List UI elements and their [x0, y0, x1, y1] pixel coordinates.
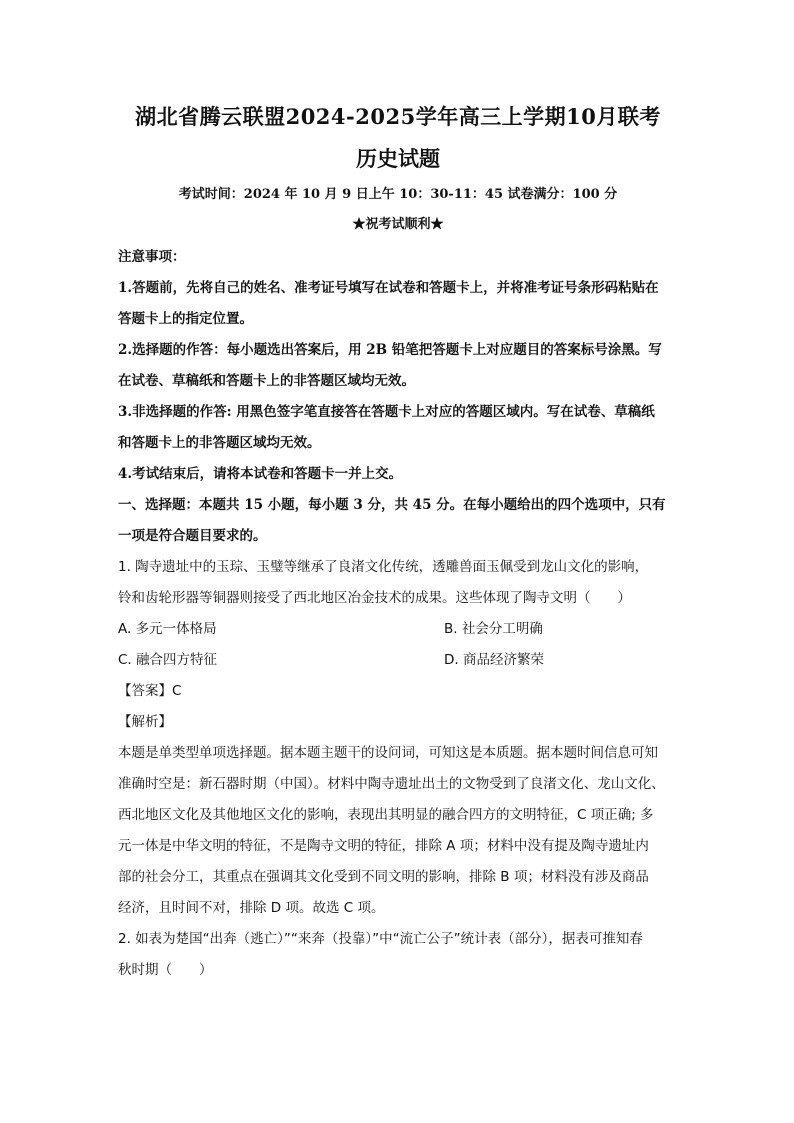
section-heading: [118, 490, 678, 552]
analysis-heading: 【解析】: [118, 714, 172, 730]
analysis-line: 本题是单类型单项选择题。据本题主题干的设问词，可知这是本质题。据本题时间信息可知: [118, 745, 658, 761]
option-d: D. 商品经济繁荣: [444, 652, 544, 668]
wish-line: ★祝考试顺利★: [352, 217, 444, 232]
option-c: C. 融合四方特征: [118, 652, 218, 668]
question-stem-line: 2. 如表为楚国“出奔（逃亡）”“来奔（投靠）”中“流亡公子”统计表（部分），据表可推知春: [118, 931, 643, 947]
page-subtitle: 历史试题: [356, 146, 440, 171]
exam-info: 考试时间：2024 年 10 月 9 日上午 10：30-11：45 试卷满分：100 分: [178, 187, 618, 202]
option-a: A. 多元一体格局: [118, 621, 217, 637]
option-b: B. 社会分工明确: [444, 621, 543, 637]
question-2: [118, 924, 678, 986]
notes-section: [118, 242, 678, 490]
notes-line: 1.答题前，先将自己的姓名、准考证号填写在试卷和答题卡上，并将准考证号条形码粘贴在: [118, 280, 659, 296]
notes-line: 和答题卡上的非答题区域均无效。: [118, 435, 321, 451]
analysis-line: 部的社会分工，其重点在强调其文化受到不同文明的影响，排除 B 项；材料没有涉及商品: [118, 869, 649, 885]
notes-line: 在试卷、草稿纸和答题卡上的非答题区域均无效。: [118, 373, 415, 389]
page-title: 湖北省腾云联盟2024-2025学年高三上学期10月联考: [135, 104, 661, 129]
analysis-line: 准确时空是：新石器时期（中国）。材料中陶寺遗址出土的文物受到了良渚文化、龙山文化、: [118, 776, 665, 792]
exam-page: [118, 100, 678, 986]
question-stem-line: 秋时期（ ）: [118, 962, 213, 978]
options-grid: [118, 614, 678, 676]
question-stem-line: 1. 陶寺遗址中的玉琮、玉璧等继承了良渚文化传统，透雕兽面玉佩受到龙山文化的影响，: [118, 559, 649, 575]
question-1: [118, 552, 678, 924]
notes-line: 答题卡上的指定位置。: [118, 311, 253, 327]
section-line: 一、选择题：本题共 15 小题，每小题 3 分，共 45 分。在每小题给出的四个选项中，只有: [118, 497, 666, 513]
question-stem-line: 铃和齿轮形器等铜器则接受了西北地区冶金技术的成果。这些体现了陶寺文明（ ）: [118, 590, 631, 606]
analysis-line: 元一体是中华文明的特征，不是陶寺文明的特征，排除 A 项；材料中没有提及陶寺遗址内: [118, 838, 649, 854]
notes-line: 3.非选择题的作答: 用黑色签字笔直接答在答题卡上对应的答题区域内。写在试卷、草稿纸: [118, 404, 655, 420]
section-line: 一项是符合题目要求的。: [118, 528, 267, 544]
notes-line: 2.选择题的作答：每小题选出答案后，用 2B 铅笔把答题卡上对应题目的答案标号涂黑。写: [118, 342, 662, 358]
analysis-line: 西北地区文化及其他地区文化的影响，表现出其明显的融合四方的文明特征，C 项正确; 多: [118, 807, 654, 823]
notes-line: 4.考试结束后，请将本试卷和答题卡一并上交。: [118, 466, 403, 482]
answer-line: 【答案】C: [118, 683, 182, 699]
notes-heading: 注意事项：: [118, 249, 186, 265]
analysis-line: 经济，且时间不对，排除 D 项。故选 C 项。: [118, 900, 385, 916]
